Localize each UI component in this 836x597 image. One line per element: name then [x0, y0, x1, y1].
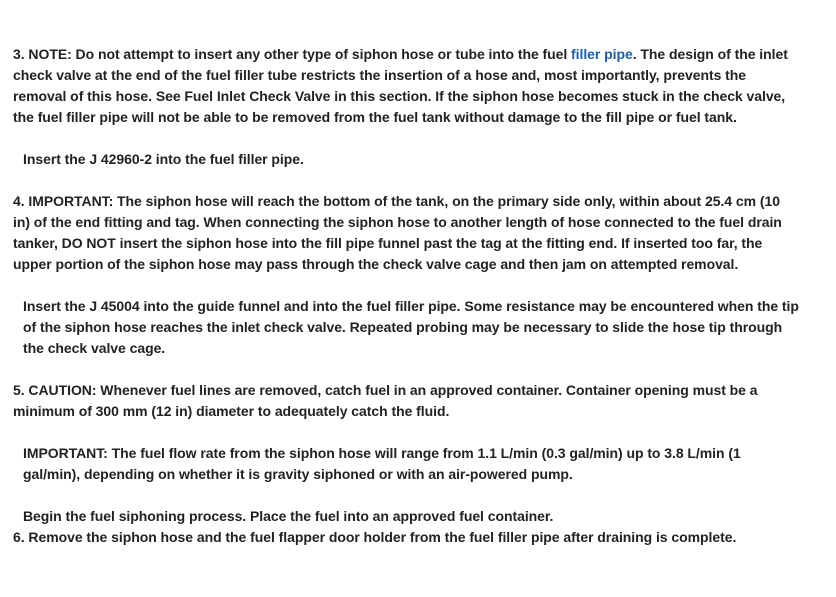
step-6-instruction: 6. Remove the siphon hose and the fuel flapper door holder from the fuel filler pipe after draining is complete. [13, 529, 737, 545]
step-3-note [9, 44, 799, 128]
step-3-text-before: 3. NOTE: Do not attempt to insert any other type of siphon hose or tube into the fuel [13, 46, 572, 62]
step-5-caution: 5. CAUTION: Whenever fuel lines are removed, catch fuel in an approved container. Container opening must be a minimum of 300 mm (12 in) diameter to adequately catch the fluid. [13, 382, 758, 419]
filler-pipe-link[interactable]: filler pipe [571, 46, 633, 62]
step-5-important: IMPORTANT: The fuel flow rate from the siphon hose will range from 1.1 L/min (0.3 gal/min) up to 3.8 L/min (1 gal/min), depending on whether it is gravity siphoned or with an air-powered pump. [23, 445, 741, 482]
step-3-instruction: Insert the J 42960-2 into the fuel filler pipe. [23, 151, 304, 167]
step-4-important: 4. IMPORTANT: The siphon hose will reach the bottom of the tank, on the primary side only, within about 25.4 cm (10 in) of the end fitting and tag. When connecting the siphon hose to another length of hose connected to the fuel drain tanker, DO NOT insert the siphon hose into the fill pipe funnel past the tag at the fitting end. If inserted too far, the upper portion of the siphon hose may pass through the check valve cage and then jam on attempted removal. [13, 193, 782, 272]
step-5-instruction: Begin the fuel siphoning process. Place the fuel into an approved fuel container. [23, 508, 554, 524]
step-3-text-after: . The design of the inlet check valve at the end of the fuel filler tube restricts the insertion of a hose and, most importantly, prevents the removal of this hose. See Fuel Inlet Check Valve in this section. If the siphon hose becomes stuck in the check valve, the fuel filler pipe will not be able to be removed from the fuel tank without damage to the fill pipe or fuel tank. [13, 46, 788, 125]
step-4-instruction: Insert the J 45004 into the guide funnel and into the fuel filler pipe. Some resistance may be encountered when the tip of the siphon hose reaches the inlet check valve. Repeated probing may be necessary to slide the hose tip through the check valve cage. [23, 298, 799, 356]
procedure-content [9, 44, 799, 548]
